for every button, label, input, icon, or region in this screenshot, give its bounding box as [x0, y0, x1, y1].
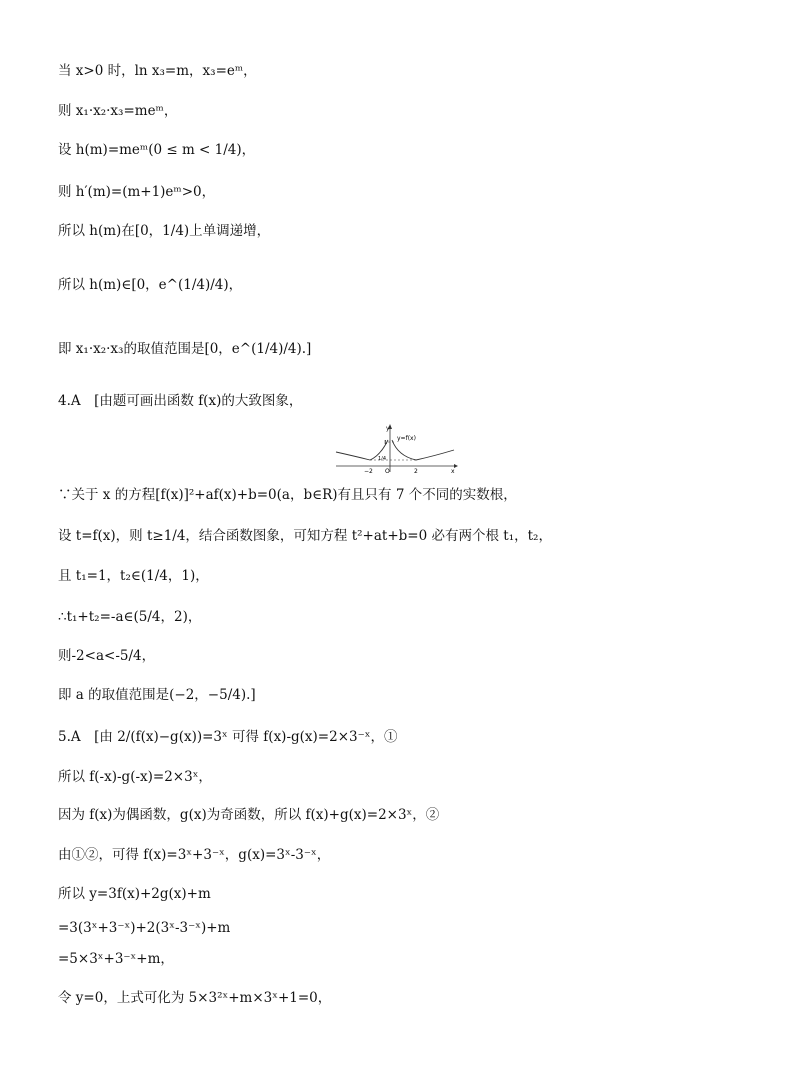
graph-label-y: y: [386, 425, 390, 432]
graph-tick-neg2: −2: [364, 468, 373, 474]
line-15: 5.A [由 2/(f(x)−g(x))=3ˣ 可得 f(x)-g(x)=2×3⁻ˣ，①: [58, 729, 398, 745]
line-11: 且 t₁=1，t₂∈(1/4，1)，: [58, 568, 209, 584]
line-13: 则-2<a<-5/4，: [58, 648, 156, 664]
graph-tick-origin: O: [385, 468, 390, 474]
line-3: 设 h(m)=meᵐ(0 ≤ m < 1/4)，: [58, 142, 256, 158]
x-axis-arrow: [454, 464, 458, 468]
curve-right: [392, 440, 454, 460]
graph-tick-2: 2: [414, 468, 418, 474]
line-9: ∵关于 x 的方程[f(x)]²+af(x)+b=0(a，b∈R)有且只有 7 个不同的实数根，: [58, 487, 517, 503]
line-10: 设 t=f(x)，则 t≥1/4，结合函数图象，可知方程 t²+at+b=0 必有两个根 t₁，t₂，: [58, 528, 552, 544]
line-8: 4.A [由题可画出函数 f(x)的大致图象，: [58, 393, 303, 409]
graph-label-curve: y=f(x): [397, 435, 416, 442]
line-17: 因为 f(x)为偶函数，g(x)为奇函数，所以 f(x)+g(x)=2×3ˣ，②: [58, 807, 440, 823]
graph-tick-quarter: 1/4: [378, 456, 387, 462]
line-19: 所以 y=3f(x)+2g(x)+m: [58, 886, 211, 902]
line-18: 由①②，可得 f(x)=3ˣ+3⁻ˣ，g(x)=3ˣ-3⁻ˣ，: [58, 847, 331, 863]
line-22: 令 y=0，上式可化为 5×3²ˣ+m×3ˣ+1=0，: [58, 990, 332, 1006]
line-5: 所以 h(m)在[0，1/4)上单调递增，: [58, 223, 271, 239]
function-graph: [334, 422, 458, 474]
line-16: 所以 f(-x)-g(-x)=2×3ˣ，: [58, 769, 212, 785]
line-21: =5×3ˣ+3⁻ˣ+m，: [58, 951, 174, 967]
line-7: 即 x₁·x₂·x₃的取值范围是[0，e^(1/4)/4).]: [58, 341, 312, 357]
graph-tick-1: 1: [384, 440, 388, 446]
line-1: 当 x>0 时，ln x₃=m，x₃=eᵐ，: [58, 63, 257, 79]
graph-label-x: x: [451, 468, 455, 474]
line-14: 即 a 的取值范围是(−2，−5/4).]: [58, 687, 256, 703]
line-4: 则 h′(m)=(m+1)eᵐ>0，: [58, 184, 216, 200]
line-2: 则 x₁·x₂·x₃=meᵐ，: [58, 103, 178, 119]
line-20: =3(3ˣ+3⁻ˣ)+2(3ˣ-3⁻ˣ)+m: [58, 920, 231, 936]
line-6: 所以 h(m)∈[0，e^(1/4)/4)，: [58, 277, 243, 293]
line-12: ∴t₁+t₂=-a∈(5/4，2)，: [58, 609, 202, 625]
